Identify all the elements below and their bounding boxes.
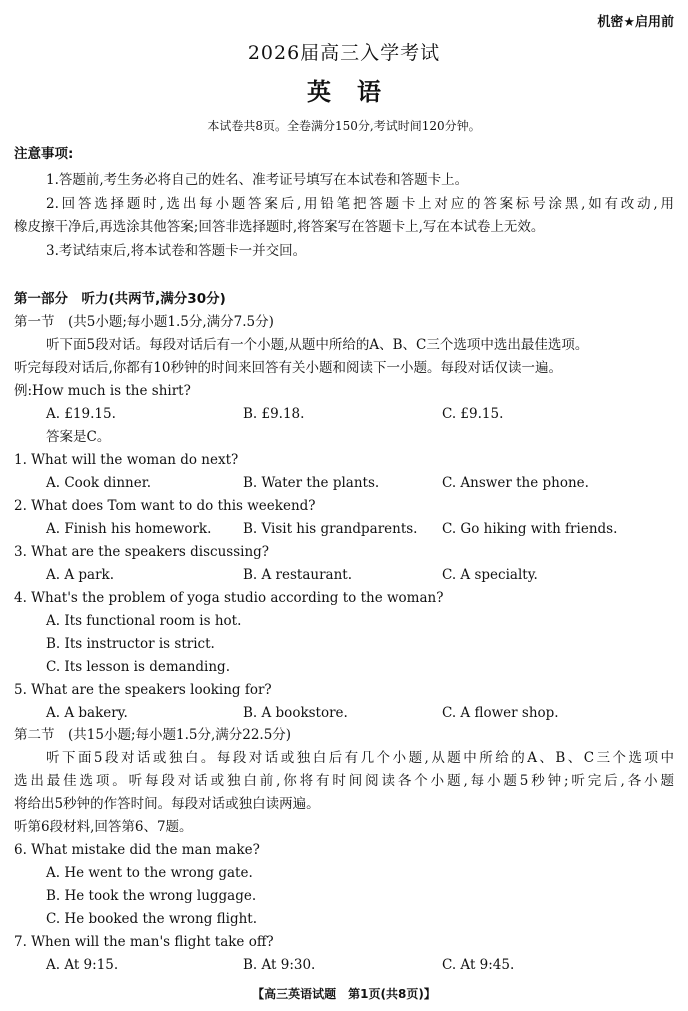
question: 6. What mistake did the man make? (14, 842, 260, 858)
material-label: 听第6段材料,回答第6、7题。 (14, 819, 193, 835)
option: A. He went to the wrong gate. (46, 865, 253, 881)
instructions: 听下面5段对话。每段对话后有一个小题,从题中所给的A、B、C三个选项中选出最佳选项。 (46, 337, 589, 353)
question: 7. When will the man's flight take off? (14, 934, 274, 950)
option: B. Visit his grandparents. (243, 521, 418, 537)
option: A. Its functional room is hot. (46, 613, 242, 629)
confidential-mark: 机密★启用前 (597, 15, 674, 30)
question: 1. What will the woman do next? (14, 452, 239, 468)
section-title: 第一节 (共5小题;每小题1.5分,满分7.5分) (14, 314, 274, 330)
notice-title: 注意事项: (14, 146, 74, 162)
instructions: 听完每段对话后,你都有10秒钟的时间来回答有关小题和阅读下一小题。每段对话仅读一遍。 (14, 360, 562, 376)
question: 3. What are the speakers discussing? (14, 544, 270, 560)
exam-info: 本试卷共8页。全卷满分150分,考试时间120分钟。 (207, 119, 481, 133)
example-option: B. £9.18. (243, 406, 305, 422)
instructions: 听下面5段对话或独白。每段对话或独白后有几个小题,从题中所给的A、B、C三个选项中 (46, 750, 674, 766)
option: C. At 9:45. (442, 957, 515, 973)
example-option: A. £19.15. (46, 406, 116, 422)
section-title: 第二节 (共15小题;每小题1.5分,满分22.5分) (14, 727, 292, 743)
exam-title: 2026届高三入学考试 (247, 42, 441, 64)
example-option: C. £9.15. (442, 406, 504, 422)
question: 2. What does Tom want to do this weekend? (14, 498, 316, 514)
option: A. A park. (46, 567, 114, 583)
subject-title: 英语 (307, 78, 407, 106)
instructions: 将给出5秒钟的作答时间。每段对话或独白读两遍。 (14, 796, 320, 812)
option: B. At 9:30. (243, 957, 316, 973)
option: B. Its instructor is strict. (46, 636, 215, 652)
option: C. He booked the wrong flight. (46, 911, 258, 927)
example-answer: 答案是C。 (46, 429, 111, 445)
option: C. Answer the phone. (442, 475, 589, 491)
question: 4. What's the problem of yoga studio according to the woman? (14, 590, 444, 606)
notice-item: 1.答题前,考生务必将自己的姓名、准考证号填写在本试卷和答题卡上。 (46, 172, 469, 188)
notice-item: 橡皮擦干净后,再选涂其他答案;回答非选择题时,将答案写在答题卡上,写在本试卷上无效。 (14, 219, 545, 235)
part-title: 第一部分 听力(共两节,满分30分) (14, 291, 226, 307)
notice-item: 3.考试结束后,将本试卷和答题卡一并交回。 (46, 243, 307, 259)
option: C. Go hiking with friends. (442, 521, 618, 537)
option: B. He took the wrong luggage. (46, 888, 257, 904)
notice-item: 2.回答选择题时,选出每小题答案后,用铅笔把答题卡上对应的答案标号涂黑,如有改动,用 (46, 196, 674, 212)
page-footer: 【高三英语试题 第1页(共8页)】 (252, 987, 436, 1001)
question: 5. What are the speakers looking for? (14, 682, 272, 698)
instructions: 选出最佳选项。听每段对话或独白前,你将有时间阅读各个小题,每小题5秒钟;听完后,各小题 (14, 773, 674, 789)
option: C. A flower shop. (442, 705, 559, 721)
option: A. A bakery. (46, 705, 128, 721)
option: A. Finish his homework. (46, 521, 212, 537)
option: A. Cook dinner. (46, 475, 151, 491)
option: A. At 9:15. (46, 957, 119, 973)
option: B. A bookstore. (243, 705, 348, 721)
option: C. A specialty. (442, 567, 538, 583)
option: C. Its lesson is demanding. (46, 659, 230, 675)
option: B. Water the plants. (243, 475, 380, 491)
option: B. A restaurant. (243, 567, 352, 583)
example-question: 例:How much is the shirt? (14, 383, 191, 399)
